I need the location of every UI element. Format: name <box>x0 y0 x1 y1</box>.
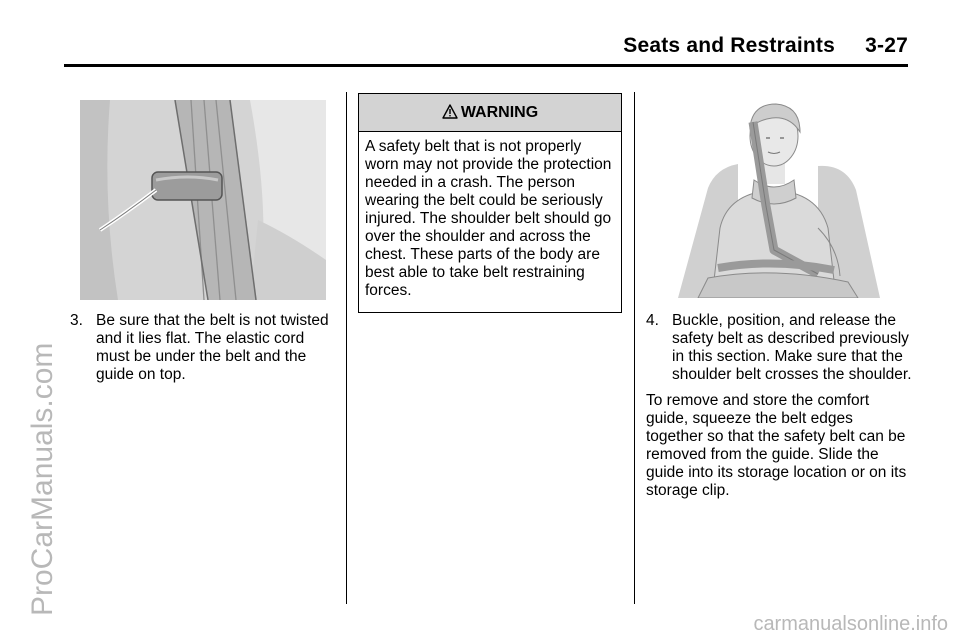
page-header-title: Seats and Restraints 3-27 <box>623 34 908 57</box>
step-text: Be sure that the belt is not twisted and it lies flat. The elastic cord must be under the belt and the guide on top. <box>96 312 329 383</box>
step-3 <box>70 312 338 384</box>
warning-text: A safety belt that is not properly worn may not provide the protection needed in a crash. The person wearing the belt could be seriously injured. The shoulder belt should go over the shoulder and across the chest. These parts of the body are best able to take belt restraining forces. <box>365 138 612 299</box>
step-4 <box>646 312 912 384</box>
left-column-text <box>70 312 338 384</box>
warning-triangle-icon <box>442 104 458 119</box>
belt-guide-illustration <box>80 100 326 300</box>
warning-box <box>358 93 622 313</box>
bottom-watermark: carmanualsonline.info <box>753 613 948 635</box>
column-divider-left <box>346 92 347 604</box>
column-divider-right <box>634 92 635 604</box>
step-number: 4. <box>646 312 659 329</box>
storage-paragraph: To remove and store the comfort guide, squeeze the belt edges together so that the safety belt can be removed from the guide. Slide the guide into its storage location or on its storage clip. <box>646 392 907 499</box>
warning-title: WARNING <box>460 103 539 121</box>
side-watermark: ProCarManuals.com <box>26 342 59 616</box>
step-text: Buckle, position, and release the safety belt as described previously in this section. Make sure that the shoulder belt crosses the shoulder. <box>672 312 912 383</box>
step-number: 3. <box>70 312 83 329</box>
header-rule <box>64 64 908 67</box>
right-column-text <box>646 312 912 500</box>
warning-header <box>359 94 621 132</box>
person-with-belt-illustration <box>668 98 886 298</box>
